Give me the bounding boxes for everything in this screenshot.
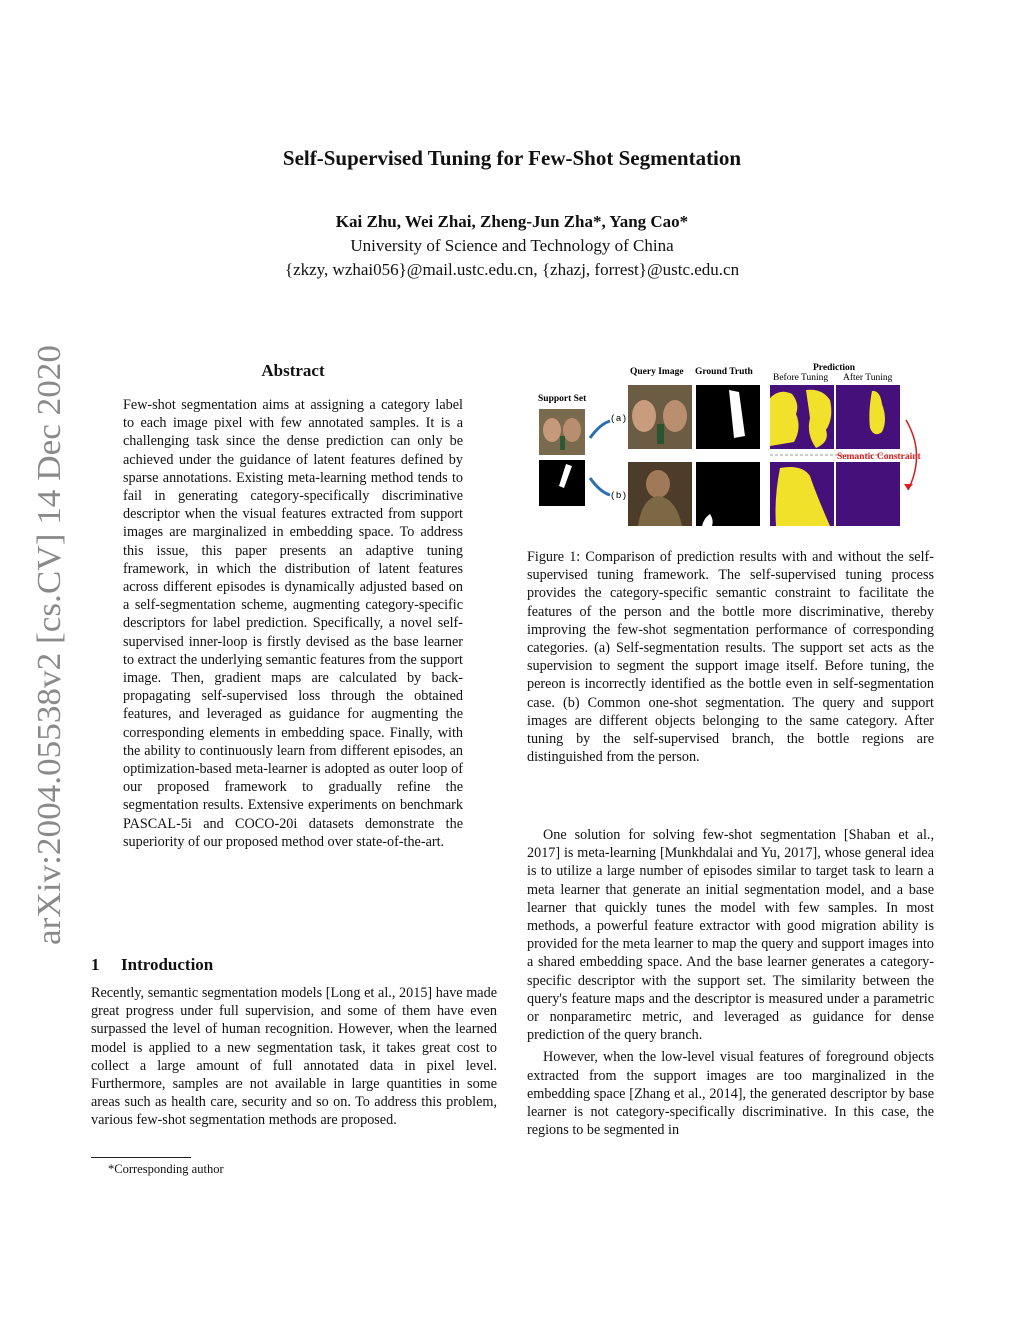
- query-image-b: [628, 462, 692, 526]
- figure-1: [530, 358, 930, 528]
- paper-title: Self-Supervised Tuning for Few-Shot Segmentation: [282, 146, 742, 170]
- prediction-before-b: [770, 462, 834, 526]
- label-support-set: Support Set: [538, 394, 587, 404]
- label-before-tuning: Before Tuning: [773, 373, 829, 383]
- ground-truth-b: [696, 462, 760, 526]
- arxiv-stamp: [30, 345, 70, 945]
- prediction-after-b: [836, 462, 900, 526]
- author-block: [0, 210, 1024, 282]
- arrow-b: [590, 478, 610, 495]
- arxiv-id: arXiv:2004.05538v2 [cs.CV] 14 Dec 2020: [31, 365, 68, 945]
- figure-caption: Figure 1: Comparison of prediction results with and without the self-supervised tuning framework. The self-supervised tuning process provides the category-specific semantic constraint to facilitate the features of the person and the bottle more discriminative, thereby improving the few-shot segmentation performance of corresponding categories. (a) Self-segmentation results. The support set acts as the supervision to segment the support image itself. Before tuning, the pereon is incorrectly identified as the bottle even in self-segmentation case. (b) Common one-shot segmentation. The query and support images are different objects belonging to the same category. After tuning by the self-supervised branch, the bottle regions are distinguished from the person.: [527, 549, 934, 766]
- label-b: (b): [610, 490, 628, 501]
- label-ground-truth: Ground Truth: [695, 367, 753, 377]
- footnote: *Corresponding author: [108, 1162, 224, 1176]
- label-a: (a): [610, 413, 628, 424]
- label-query-image: Query Image: [630, 367, 684, 377]
- label-semantic-constraint: Semantic Constraint: [837, 452, 921, 462]
- label-prediction: Prediction: [813, 363, 856, 373]
- section-heading-introduction: [91, 955, 213, 975]
- paragraph-1: One solution for solving few-shot segmentation [Shaban et al., 2017] is meta-learning [Munkhdalai and Yu, 2017], whose general idea is to utilize a large number of episodes similar to target task to learn a meta learner that generate an initial segmentation model, and a base learner that quickly tunes the model with few samples. In most methods, a powerful feature extractor with good migration ability is provided for the meta learner to map the query and support images into a shared embedding space. And the base learner generates a category-specific descriptor with the support set. The similarity between the query's feature maps and the descriptor is measured under a parametric or nonparametirc metric, and leveraged as guidance for dense prediction of the query branch.: [527, 827, 934, 1044]
- abstract-heading: Abstract: [261, 361, 325, 380]
- arrow-a: [590, 421, 610, 438]
- intro-text: Recently, semantic segmentation models [Long et al., 2015] have made great progress under full supervision, and some of them have even surpassed the level of human recognition. However, when the learned model is applied to a new segmentation task, it takes great cost to collect a large amount of full annotated data in pixel level. Furthermore, samples are not available in large quantities in some areas such as health care, security and so on. To address this problem, various few-shot segmentation methods are proposed.: [91, 985, 497, 1129]
- support-image: [539, 409, 585, 455]
- query-image-a: [628, 385, 692, 449]
- emails: {zkzy, wzhai056}@mail.ustc.edu.cn, {zhazj, forrest}@ustc.edu.cn: [284, 260, 740, 279]
- support-mask: [539, 460, 585, 506]
- author-names: Kai Zhu, Wei Zhai, Zheng-Jun Zha*, Yang Cao*: [335, 212, 689, 231]
- section-number: 1: [91, 955, 100, 974]
- label-after-tuning: After Tuning: [843, 373, 893, 383]
- affiliation: University of Science and Technology of China: [350, 236, 674, 255]
- footnote-rule: [91, 1157, 191, 1158]
- prediction-before-a: [770, 385, 834, 449]
- prediction-after-a: [836, 385, 900, 449]
- ground-truth-a: [696, 385, 760, 449]
- right-body: [527, 826, 934, 1139]
- section-title: Introduction: [121, 955, 214, 974]
- paragraph-2: However, when the low-level visual features of foreground objects extracted from the support images are too marginalized in the embedding space [Zhang et al., 2014], the generated descriptor by base learner is not category-specifically discriminative. In this case, the regions to be segmented in: [527, 1049, 934, 1139]
- abstract-text: Few-shot segmentation aims at assigning a category label to each image pixel with few annotated samples. It is a challenging task since the dense prediction can only be achieved under the guidance of latent features defined by sparse annotations. Existing meta-learning method tends to fail in generating category-specifically discriminative descriptor when the visual features extracted from support images are marginalized in embedding space. To address this issue, this paper presents an adaptive tuning framework, in which the distribution of latent features across different episodes is dynamically adjusted based on a self-segmentation scheme, augmenting category-specific descriptors for label prediction. Specifically, a novel self-supervised inner-loop is firstly devised as the base learner to extract the underlying semantic features from the support image. Then, gradient maps are calculated by back-propagating self-supervised loss through the obtained features, and leveraged as guidance for augmenting the corresponding elements in embedding space. Finally, with the ability to continuously learn from different episodes, an optimization-based meta-learner is adopted as outer loop of our proposed framework to gradually refine the segmentation results. Extensive experiments on benchmark PASCAL-5i and COCO-20i datasets demonstrate the superiority of our proposed method over state-of-the-art.: [123, 397, 463, 850]
- constraint-arrowhead: [904, 484, 913, 490]
